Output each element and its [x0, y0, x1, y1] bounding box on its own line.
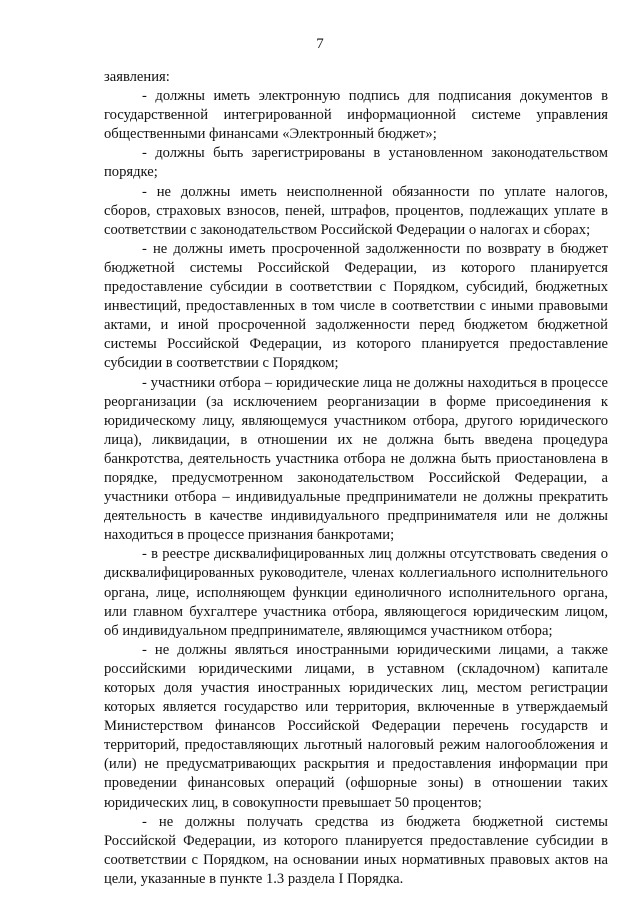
requirement-item: - должны быть зарегистрированы в установленном законодательством порядке;: [104, 145, 608, 181]
requirement-item: - не должны являться иностранными юридическими лицами, а также российскими юридическими лицами, в уставном (складочном) капитале которых доля участия иностранных юридических лиц, местом регистрации которых является государство или территория, включенные в утверждаемый Министерством финансов Российской Федерации перечень государств и территорий, предоставляющих льготный налоговый режим налогообложения и (или) не предусматривающих раскрытия и предоставления информации при проведении финансовых операций (офшорные зоны) в отношении таких юридических лиц, в совокупности превышает 50 процентов;: [104, 641, 608, 811]
requirement-item: - не должны получать средства из бюджета бюджетной системы Российской Федерации, из которого планируется предоставление субсидии в соответствии с Порядком, на основании иных нормативных правовых актов на цели, указанные в пункте 1.3 раздела I Порядка.: [104, 813, 608, 887]
paragraph-continuation: заявления:: [104, 69, 170, 85]
requirement-item: - не должны иметь просроченной задолженности по возврату в бюджет бюджетной системы Российской Федерации, из которого планируется предоставление субсидии в соответствии с Порядком, субсидий, бюджетных инвестиций, предоставленных в том числе в соответствии с иными правовыми актами, и иной просроченной задолженности перед бюджетом бюджетной системы Российской Федерации, из которого планируется предоставление субсидии в соответствии с Порядком;: [104, 240, 608, 372]
document-body: [104, 68, 608, 889]
requirement-item: - не должны иметь неисполненной обязанности по уплате налогов, сборов, страховых взносов, пеней, штрафов, процентов, подлежащих уплате в соответствии с законодательством Российской Федерации о налогах и сборах;: [104, 183, 608, 238]
requirement-item: - участники отбора – юридические лица не должны находиться в процессе реорганизации (за исключением реорганизации в форме присоединения к юридическому лицу, являющемуся участником отбора, другого юридического лица), ликвидации, в отношении их не должна быть введена процедура банкротства, деятельность участника отбора не должна быть приостановлена в порядке, предусмотренном законодательством Российской Федерации, а участники отбора – индивидуальные предприниматели не должны прекратить деятельность в качестве индивидуального предпринимателя или не должны находиться в процессе признания банкротами;: [104, 374, 608, 544]
requirement-item: - должны иметь электронную подпись для подписания документов в государственной интегрированной информационной системе управления общественными финансами «Электронный бюджет»;: [104, 88, 608, 143]
requirement-item: - в реестре дисквалифицированных лиц должны отсутствовать сведения о дисквалифицированных руководителе, членах коллегиального исполнительного органа, лице, исполняющем функции единоличного исполнительного органа, или главном бухгалтере участника отбора, являющегося юридическим лицом, об индивидуальном предпринимателе, являющимся участником отбора;: [104, 546, 608, 639]
page-number: 7: [316, 36, 324, 52]
